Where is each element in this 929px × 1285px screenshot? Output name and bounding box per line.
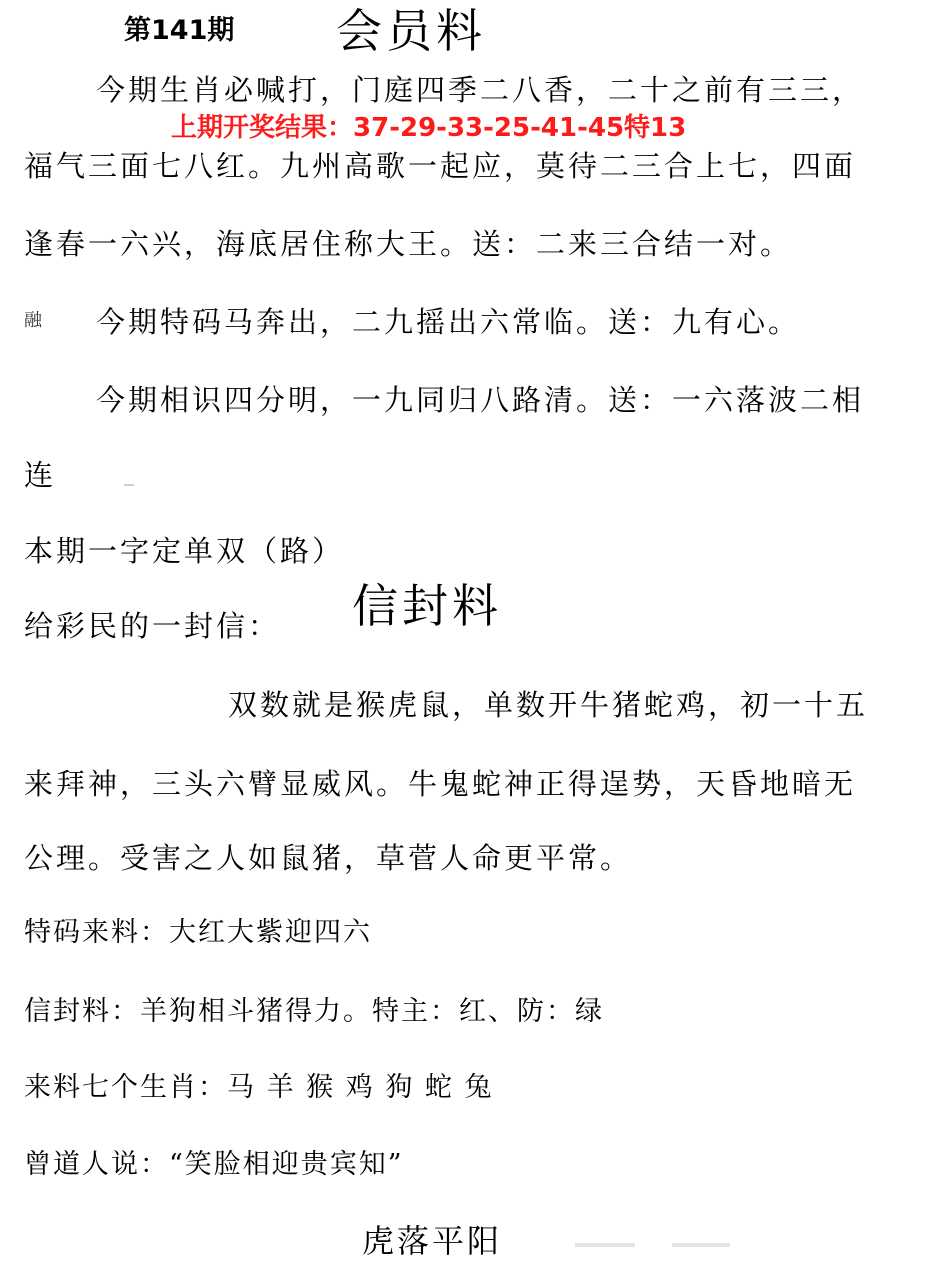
- footer-title: 虎落平阳: [362, 1222, 503, 1260]
- ink-speck: [124, 484, 134, 486]
- taoist-saying: 曾道人说：“笑脸相迎贵宾知”: [24, 1149, 404, 1180]
- member-line-5: 今期相识四分明，一九同归八路清。送：一六落波二相: [96, 383, 865, 417]
- issue-number: 第141期: [124, 15, 235, 46]
- result-label: 上期开奖结果：: [171, 113, 354, 143]
- page-title: 会员料: [336, 4, 486, 58]
- member-line-2: 福气三面七八红。九州高歌一起应，莫待二三合上七，四面: [24, 149, 857, 183]
- faded-ink-1: [575, 1243, 635, 1247]
- member-line-6: 连: [24, 458, 57, 492]
- faded-ink-2: [672, 1243, 730, 1247]
- letter-intro: 给彩民的一封信：: [24, 609, 281, 643]
- member-line-4: 今期特码马奔出，二九摇出六常临。送：九有心。: [96, 305, 801, 339]
- letter-line-2: 来拜神，三头六臂显威风。牛鬼蛇神正得逞势，天昏地暗无: [24, 767, 857, 801]
- smudged-mark: 融: [24, 310, 42, 331]
- last-draw-result: [171, 115, 686, 141]
- letter-title: 信封料: [352, 579, 502, 633]
- letter-line-1: 双数就是猴虎鼠，单数开牛猪蛇鸡，初一十五: [228, 688, 869, 722]
- member-line-1: 今期生肖必喊打，门庭四季二八香，二十之前有三三，: [96, 73, 865, 107]
- letter-line-3: 公理。受害之人如鼠猪，草菅人命更平常。: [24, 841, 633, 875]
- special-code-hint: 特码来料：大红大紫迎四六: [24, 917, 372, 948]
- zodiac-list: 来料七个生肖：马 羊 猴 鸡 狗 蛇 兔: [24, 1072, 494, 1103]
- envelope-hint: 信封料：羊狗相斗猪得力。特主：红、防：绿: [24, 996, 604, 1027]
- member-line-3: 逢春一六兴，海底居住称大王。送：二来三合结一对。: [24, 227, 793, 261]
- result-numbers: 37-29-33-25-41-45特13: [353, 113, 687, 143]
- member-line-7: 本期一字定单双（路）: [24, 534, 345, 568]
